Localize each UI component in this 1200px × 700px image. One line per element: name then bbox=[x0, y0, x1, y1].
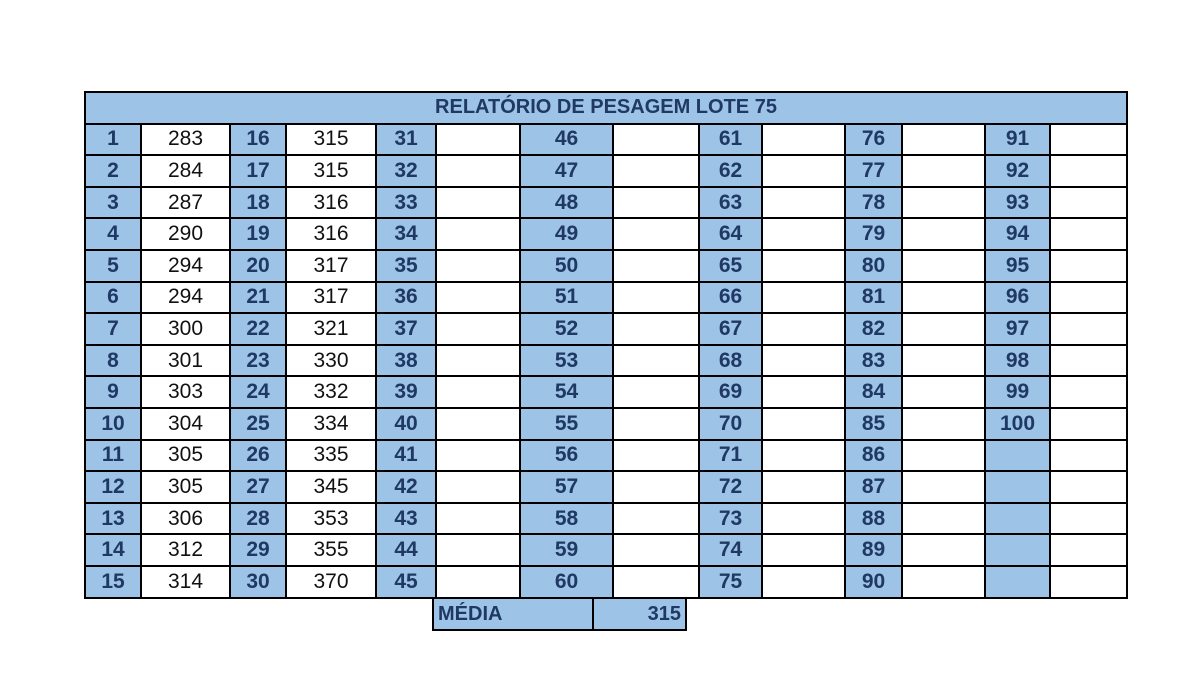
weight-cell bbox=[1050, 218, 1127, 250]
animal-number-cell: 76 bbox=[845, 124, 902, 156]
animal-number-cell: 51 bbox=[520, 282, 613, 314]
animal-number-cell: 17 bbox=[230, 155, 286, 187]
animal-number-cell: 80 bbox=[845, 250, 902, 282]
weight-cell bbox=[762, 218, 845, 250]
animal-number-cell: 19 bbox=[230, 218, 286, 250]
table-row bbox=[85, 503, 1127, 535]
animal-number-cell: 98 bbox=[985, 345, 1050, 377]
weight-cell bbox=[613, 408, 699, 440]
animal-number-cell: 29 bbox=[230, 534, 286, 566]
weight-cell bbox=[613, 440, 699, 472]
weight-cell: 330 bbox=[286, 345, 376, 377]
weight-cell bbox=[902, 440, 985, 472]
animal-number-cell: 8 bbox=[85, 345, 141, 377]
animal-number-cell: 67 bbox=[699, 313, 762, 345]
animal-number-cell: 6 bbox=[85, 282, 141, 314]
animal-number-cell: 86 bbox=[845, 440, 902, 472]
animal-number-cell: 5 bbox=[85, 250, 141, 282]
weight-cell: 345 bbox=[286, 471, 376, 503]
animal-number-cell: 90 bbox=[845, 566, 902, 598]
animal-number-cell: 99 bbox=[985, 376, 1050, 408]
weight-cell bbox=[436, 566, 520, 598]
weight-cell bbox=[1050, 345, 1127, 377]
animal-number-cell: 78 bbox=[845, 187, 902, 219]
weight-cell: 317 bbox=[286, 282, 376, 314]
weight-cell bbox=[762, 440, 845, 472]
weight-cell bbox=[762, 155, 845, 187]
weight-cell bbox=[762, 250, 845, 282]
weight-cell bbox=[613, 566, 699, 598]
weight-cell bbox=[613, 376, 699, 408]
weight-cell bbox=[613, 282, 699, 314]
weight-cell bbox=[436, 471, 520, 503]
animal-number-cell: 35 bbox=[376, 250, 436, 282]
animal-number-cell: 41 bbox=[376, 440, 436, 472]
animal-number-cell: 84 bbox=[845, 376, 902, 408]
animal-number-cell: 16 bbox=[230, 124, 286, 156]
animal-number-cell: 81 bbox=[845, 282, 902, 314]
table-row bbox=[85, 534, 1127, 566]
weight-cell bbox=[902, 218, 985, 250]
animal-number-cell: 97 bbox=[985, 313, 1050, 345]
animal-number-cell: 45 bbox=[376, 566, 436, 598]
animal-number-cell: 57 bbox=[520, 471, 613, 503]
animal-number-cell: 62 bbox=[699, 155, 762, 187]
animal-number-cell: 24 bbox=[230, 376, 286, 408]
weight-cell bbox=[436, 534, 520, 566]
animal-number-cell: 14 bbox=[85, 534, 141, 566]
weight-cell: 335 bbox=[286, 440, 376, 472]
animal-number-cell: 12 bbox=[85, 471, 141, 503]
weight-cell: 301 bbox=[141, 345, 230, 377]
weight-cell: 306 bbox=[141, 503, 230, 535]
weight-cell: 355 bbox=[286, 534, 376, 566]
animal-number-cell: 77 bbox=[845, 155, 902, 187]
animal-number-cell: 7 bbox=[85, 313, 141, 345]
animal-number-cell: 3 bbox=[85, 187, 141, 219]
weight-cell bbox=[436, 155, 520, 187]
weight-cell bbox=[902, 376, 985, 408]
weight-cell bbox=[902, 282, 985, 314]
title-row bbox=[85, 92, 1127, 124]
table-row bbox=[85, 408, 1127, 440]
animal-number-cell: 42 bbox=[376, 471, 436, 503]
weight-cell bbox=[436, 282, 520, 314]
weight-cell bbox=[762, 566, 845, 598]
weight-cell bbox=[436, 408, 520, 440]
weight-cell bbox=[902, 187, 985, 219]
table-row bbox=[85, 155, 1127, 187]
weight-cell: 315 bbox=[286, 155, 376, 187]
table-row bbox=[85, 440, 1127, 472]
weight-cell bbox=[1050, 313, 1127, 345]
weight-cell bbox=[902, 534, 985, 566]
weight-cell: 294 bbox=[141, 250, 230, 282]
animal-number-cell: 96 bbox=[985, 282, 1050, 314]
animal-number-cell: 94 bbox=[985, 218, 1050, 250]
weight-cell bbox=[613, 124, 699, 156]
animal-number-cell: 87 bbox=[845, 471, 902, 503]
animal-number-cell: 89 bbox=[845, 534, 902, 566]
animal-number-cell bbox=[985, 503, 1050, 535]
weight-cell bbox=[613, 471, 699, 503]
animal-number-cell: 68 bbox=[699, 345, 762, 377]
weight-cell bbox=[1050, 376, 1127, 408]
weight-cell bbox=[1050, 440, 1127, 472]
weight-cell bbox=[902, 408, 985, 440]
animal-number-cell: 2 bbox=[85, 155, 141, 187]
animal-number-cell: 92 bbox=[985, 155, 1050, 187]
weight-cell: 305 bbox=[141, 440, 230, 472]
animal-number-cell: 47 bbox=[520, 155, 613, 187]
animal-number-cell: 48 bbox=[520, 187, 613, 219]
weight-cell bbox=[613, 345, 699, 377]
animal-number-cell: 91 bbox=[985, 124, 1050, 156]
weight-cell bbox=[762, 376, 845, 408]
animal-number-cell: 21 bbox=[230, 282, 286, 314]
animal-number-cell bbox=[985, 566, 1050, 598]
weight-cell bbox=[1050, 471, 1127, 503]
weight-cell: 294 bbox=[141, 282, 230, 314]
animal-number-cell: 39 bbox=[376, 376, 436, 408]
animal-number-cell: 75 bbox=[699, 566, 762, 598]
animal-number-cell: 63 bbox=[699, 187, 762, 219]
animal-number-cell: 74 bbox=[699, 534, 762, 566]
table-row bbox=[85, 566, 1127, 598]
weight-cell bbox=[902, 566, 985, 598]
weight-cell bbox=[436, 124, 520, 156]
animal-number-cell: 27 bbox=[230, 471, 286, 503]
weight-cell bbox=[613, 503, 699, 535]
animal-number-cell: 61 bbox=[699, 124, 762, 156]
weight-cell bbox=[762, 503, 845, 535]
animal-number-cell: 13 bbox=[85, 503, 141, 535]
weight-cell bbox=[613, 187, 699, 219]
report-title: RELATÓRIO DE PESAGEM LOTE 75 bbox=[85, 92, 1127, 124]
animal-number-cell: 55 bbox=[520, 408, 613, 440]
weight-cell bbox=[1050, 124, 1127, 156]
weight-cell bbox=[436, 218, 520, 250]
animal-number-cell: 53 bbox=[520, 345, 613, 377]
weight-cell bbox=[762, 408, 845, 440]
animal-number-cell: 43 bbox=[376, 503, 436, 535]
animal-number-cell: 50 bbox=[520, 250, 613, 282]
weight-cell bbox=[902, 250, 985, 282]
animal-number-cell: 23 bbox=[230, 345, 286, 377]
average-row bbox=[433, 598, 686, 630]
animal-number-cell: 18 bbox=[230, 187, 286, 219]
weight-cell bbox=[902, 313, 985, 345]
animal-number-cell: 26 bbox=[230, 440, 286, 472]
weight-cell bbox=[613, 218, 699, 250]
animal-number-cell: 100 bbox=[985, 408, 1050, 440]
animal-number-cell: 25 bbox=[230, 408, 286, 440]
animal-number-cell: 20 bbox=[230, 250, 286, 282]
animal-number-cell: 32 bbox=[376, 155, 436, 187]
weight-cell: 332 bbox=[286, 376, 376, 408]
animal-number-cell: 33 bbox=[376, 187, 436, 219]
weight-cell bbox=[762, 534, 845, 566]
weight-cell bbox=[1050, 187, 1127, 219]
animal-number-cell: 15 bbox=[85, 566, 141, 598]
animal-number-cell: 9 bbox=[85, 376, 141, 408]
table-row bbox=[85, 187, 1127, 219]
weight-cell bbox=[902, 503, 985, 535]
weight-cell bbox=[1050, 503, 1127, 535]
weight-cell bbox=[436, 345, 520, 377]
animal-number-cell: 40 bbox=[376, 408, 436, 440]
animal-number-cell: 11 bbox=[85, 440, 141, 472]
table-row bbox=[85, 471, 1127, 503]
weight-cell bbox=[1050, 282, 1127, 314]
animal-number-cell: 82 bbox=[845, 313, 902, 345]
animal-number-cell: 54 bbox=[520, 376, 613, 408]
animal-number-cell: 1 bbox=[85, 124, 141, 156]
weight-cell bbox=[613, 534, 699, 566]
animal-number-cell: 49 bbox=[520, 218, 613, 250]
weight-cell: 316 bbox=[286, 218, 376, 250]
animal-number-cell: 10 bbox=[85, 408, 141, 440]
weight-cell bbox=[436, 250, 520, 282]
animal-number-cell: 73 bbox=[699, 503, 762, 535]
weight-cell: 321 bbox=[286, 313, 376, 345]
weight-cell: 303 bbox=[141, 376, 230, 408]
animal-number-cell: 37 bbox=[376, 313, 436, 345]
animal-number-cell: 79 bbox=[845, 218, 902, 250]
animal-number-cell: 69 bbox=[699, 376, 762, 408]
animal-number-cell: 71 bbox=[699, 440, 762, 472]
animal-number-cell: 58 bbox=[520, 503, 613, 535]
animal-number-cell: 83 bbox=[845, 345, 902, 377]
animal-number-cell: 28 bbox=[230, 503, 286, 535]
weight-cell bbox=[762, 471, 845, 503]
weight-cell bbox=[613, 155, 699, 187]
animal-number-cell: 60 bbox=[520, 566, 613, 598]
animal-number-cell: 66 bbox=[699, 282, 762, 314]
weight-cell bbox=[762, 313, 845, 345]
animal-number-cell: 95 bbox=[985, 250, 1050, 282]
weight-cell bbox=[436, 187, 520, 219]
average-value: 315 bbox=[593, 598, 686, 630]
weight-cell bbox=[1050, 250, 1127, 282]
animal-number-cell bbox=[985, 471, 1050, 503]
animal-number-cell: 88 bbox=[845, 503, 902, 535]
average-box bbox=[432, 597, 687, 631]
animal-number-cell: 44 bbox=[376, 534, 436, 566]
weight-cell bbox=[902, 471, 985, 503]
weight-cell: 314 bbox=[141, 566, 230, 598]
table-row bbox=[85, 218, 1127, 250]
weight-cell bbox=[1050, 155, 1127, 187]
weight-cell bbox=[902, 124, 985, 156]
weight-cell: 316 bbox=[286, 187, 376, 219]
animal-number-cell: 59 bbox=[520, 534, 613, 566]
animal-number-cell: 36 bbox=[376, 282, 436, 314]
animal-number-cell: 30 bbox=[230, 566, 286, 598]
table-row bbox=[85, 282, 1127, 314]
table-row bbox=[85, 313, 1127, 345]
animal-number-cell: 38 bbox=[376, 345, 436, 377]
weight-cell bbox=[1050, 534, 1127, 566]
table-row bbox=[85, 376, 1127, 408]
weight-cell bbox=[436, 440, 520, 472]
animal-number-cell: 52 bbox=[520, 313, 613, 345]
weight-cell bbox=[1050, 408, 1127, 440]
weight-cell bbox=[436, 376, 520, 408]
animal-number-cell: 4 bbox=[85, 218, 141, 250]
animal-number-cell bbox=[985, 440, 1050, 472]
weight-cell: 290 bbox=[141, 218, 230, 250]
animal-number-cell bbox=[985, 534, 1050, 566]
animal-number-cell: 46 bbox=[520, 124, 613, 156]
animal-number-cell: 72 bbox=[699, 471, 762, 503]
weight-cell bbox=[613, 313, 699, 345]
weight-cell: 317 bbox=[286, 250, 376, 282]
weight-cell bbox=[613, 250, 699, 282]
animal-number-cell: 65 bbox=[699, 250, 762, 282]
table-row bbox=[85, 345, 1127, 377]
table-row bbox=[85, 250, 1127, 282]
weight-cell: 312 bbox=[141, 534, 230, 566]
weight-cell bbox=[762, 345, 845, 377]
weight-cell: 284 bbox=[141, 155, 230, 187]
weighing-report-table bbox=[84, 91, 1128, 599]
animal-number-cell: 56 bbox=[520, 440, 613, 472]
weight-cell bbox=[902, 155, 985, 187]
animal-number-cell: 85 bbox=[845, 408, 902, 440]
table-row bbox=[85, 124, 1127, 156]
animal-number-cell: 64 bbox=[699, 218, 762, 250]
weight-cell: 283 bbox=[141, 124, 230, 156]
weight-cell bbox=[762, 187, 845, 219]
weight-cell: 287 bbox=[141, 187, 230, 219]
animal-number-cell: 70 bbox=[699, 408, 762, 440]
weight-cell bbox=[902, 345, 985, 377]
weight-cell bbox=[1050, 566, 1127, 598]
weight-cell bbox=[436, 503, 520, 535]
animal-number-cell: 22 bbox=[230, 313, 286, 345]
animal-number-cell: 31 bbox=[376, 124, 436, 156]
weight-cell: 315 bbox=[286, 124, 376, 156]
weight-cell bbox=[436, 313, 520, 345]
animal-number-cell: 34 bbox=[376, 218, 436, 250]
weight-cell: 353 bbox=[286, 503, 376, 535]
animal-number-cell: 93 bbox=[985, 187, 1050, 219]
weight-cell bbox=[762, 124, 845, 156]
weight-cell bbox=[762, 282, 845, 314]
weight-cell: 300 bbox=[141, 313, 230, 345]
weight-cell: 305 bbox=[141, 471, 230, 503]
average-label: MÉDIA bbox=[433, 598, 593, 630]
weight-cell: 370 bbox=[286, 566, 376, 598]
weight-cell: 334 bbox=[286, 408, 376, 440]
weight-cell: 304 bbox=[141, 408, 230, 440]
